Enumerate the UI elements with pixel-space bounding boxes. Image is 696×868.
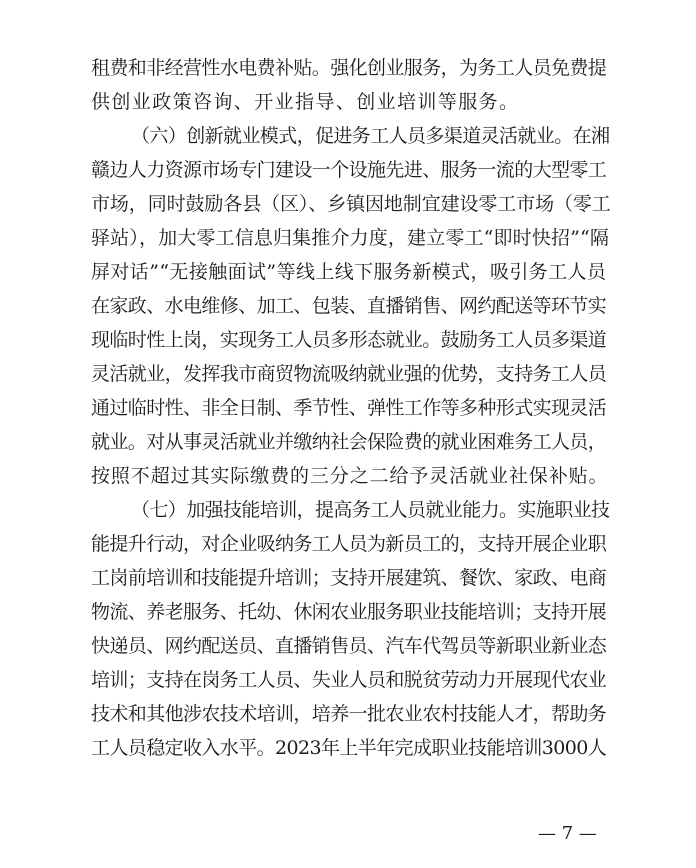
text-line: 能提升行动，对企业吸纳务工人员为新员工的，支持开展企业职: [91, 533, 607, 555]
text-line: 屏对话”“无接触面试”等线上线下服务新模式，吸引务工人员: [91, 261, 607, 283]
text-line: 市场，同时鼓励各县（区）、乡镇因地制宜建设零工市场（零工: [91, 193, 611, 215]
text-line: 通过临时性、非全日制、季节性、弹性工作等多种形式实现灵活: [91, 397, 607, 419]
text-line: 技术和其他涉农技术培训，培养一批农业农村技能人才，帮助务: [91, 703, 607, 725]
text-line: 按照不超过其实际缴费的三分之二给予灵活就业社保补贴。: [91, 465, 609, 487]
text-line: 物流、养老服务、托幼、休闲农业服务职业技能培训；支持开展: [91, 601, 607, 623]
text-line: 现临时性上岗，实现务工人员多形态就业。鼓励务工人员多渠道: [91, 329, 607, 351]
text-line: 供创业政策咨询、开业指导、创业培训等服务。: [91, 91, 520, 113]
section-seven-heading-line: （七）加强技能培训，提高务工人员就业能力。实施职业技: [131, 499, 610, 521]
text-line: 在家政、水电维修、加工、包装、直播销售、网约配送等环节实: [91, 295, 607, 317]
section-six-heading-line: （六）创新就业模式，促进务工人员多渠道灵活就业。在湘: [131, 125, 610, 147]
text-line: 工岗前培训和技能提升培训；支持开展建筑、餐饮、家政、电商: [91, 567, 607, 589]
text-line: 租费和非经营性水电费补贴。强化创业服务，为务工人员免费提: [91, 57, 607, 79]
text-line: 工人员稳定收入水平。2023年上半年完成职业技能培训3000人: [91, 737, 607, 759]
page-number: — 7 —: [538, 823, 597, 844]
text-line: 快递员、网约配送员、直播销售员、汽车代驾员等新职业新业态: [91, 635, 607, 657]
text-line: 就业。对从事灵活就业并缴纳社会保险费的就业困难务工人员，: [91, 431, 607, 453]
text-line: 培训；支持在岗务工人员、失业人员和脱贫劳动力开展现代农业: [91, 669, 607, 691]
text-line: 赣边人力资源市场专门建设一个设施先进、服务一流的大型零工: [91, 159, 607, 181]
text-line: 灵活就业，发挥我市商贸物流吸纳就业强的优势，支持务工人员: [91, 363, 607, 385]
text-line: 驿站），加大零工信息归集推介力度，建立零工“即时快招”“隔: [91, 227, 609, 249]
